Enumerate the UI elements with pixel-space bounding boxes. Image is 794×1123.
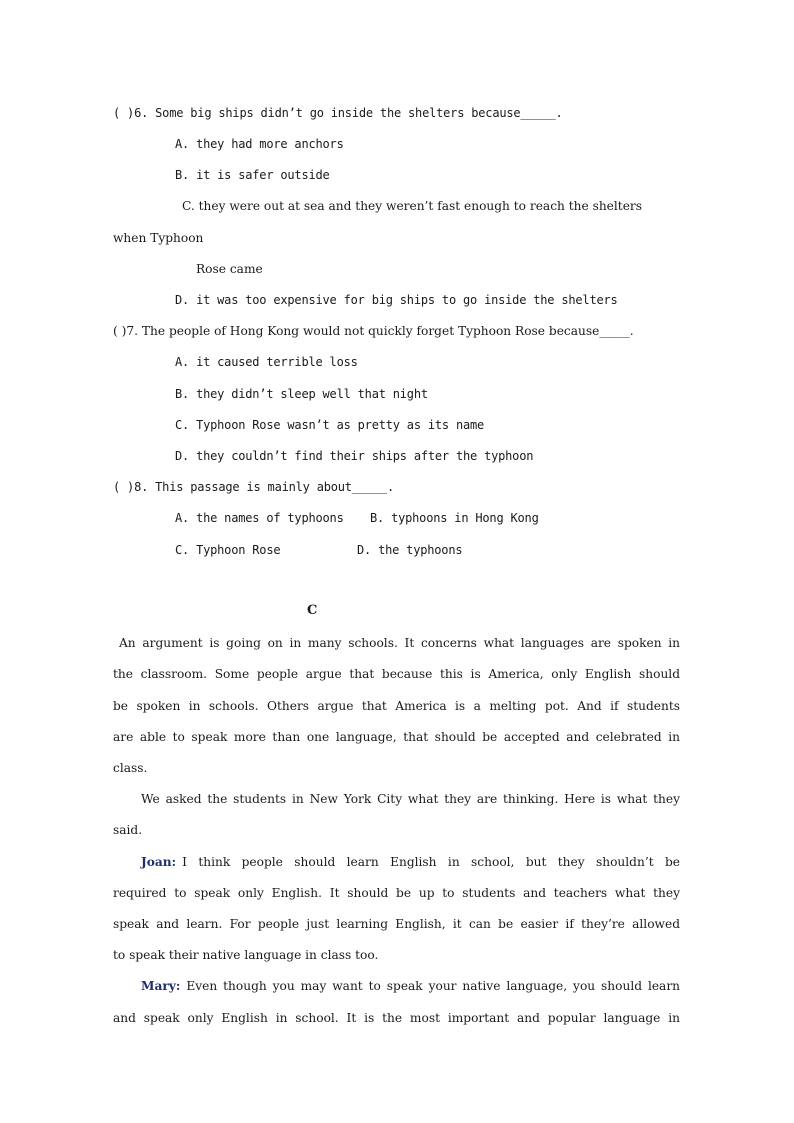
question-8-option-a: A. the names of typhoons: [175, 511, 344, 525]
question-6-option-b: B. it is safer outside: [175, 168, 330, 182]
speaker-name-mary: Mary:: [141, 979, 181, 993]
joan-text-line: required to speak only English. It should be up to students and teachers what they: [113, 886, 680, 900]
question-8-stem: ( )8. This passage is mainly about_____.: [113, 480, 394, 494]
question-7-stem: ( )7. The people of Hong Kong would not quickly forget Typhoon Rose because_____.: [113, 324, 634, 338]
question-7-option-d: D. they couldn’t find their ships after the typhoon: [175, 449, 534, 463]
paragraph-1-line: the classroom. Some people argue that because this is America, only English should: [113, 667, 680, 681]
question-6-option-a: A. they had more anchors: [175, 137, 344, 151]
paragraph-1-line: be spoken in schools. Others argue that America is a melting pot. And if students: [113, 699, 680, 713]
mary-line-1: [141, 979, 680, 993]
question-7-option-a: A. it caused terrible loss: [175, 355, 358, 369]
question-6-option-c-line3: Rose came: [196, 262, 263, 276]
mary-text-line: and speak only English in school. It is the most important and popular language in: [113, 1011, 680, 1025]
paragraph-1-line: An argument is going on in many schools. It concerns what languages are spoken in: [119, 636, 680, 650]
paragraph-1-line: are able to speak more than one language, that should be accepted and celebrated in: [113, 730, 680, 744]
paragraph-2-line: We asked the students in New York City what they are thinking. Here is what they: [141, 792, 680, 806]
mary-text: Even though you may want to speak your native language, you should learn: [186, 979, 680, 993]
paragraph-1-line: class.: [113, 761, 148, 775]
passage-heading: C: [307, 603, 318, 618]
question-8-option-d: D. the typhoons: [357, 543, 463, 557]
joan-text-line: speak and learn. For people just learning English, it can be easier if they’re allowed: [113, 917, 680, 931]
joan-text: I think people should learn English in school, but they shouldn’t be: [182, 855, 680, 869]
question-8-option-b: B. typhoons in Hong Kong: [370, 511, 539, 525]
speaker-name-joan: Joan:: [141, 855, 177, 869]
question-6-option-d: D. it was too expensive for big ships to go inside the shelters: [175, 293, 618, 307]
paragraph-2-line: said.: [113, 823, 143, 837]
question-7-option-c: C. Typhoon Rose wasn’t as pretty as its name: [175, 418, 485, 432]
question-6-option-c-line1: C. they were out at sea and they weren’t fast enough to reach the shelters: [182, 199, 642, 213]
question-6-option-c-line2: when Typhoon: [113, 231, 204, 245]
joan-text-line: to speak their native language in class too.: [113, 948, 379, 962]
question-6-stem: ( )6. Some big ships didn’t go inside the shelters because_____.: [113, 106, 563, 120]
question-8-option-c: C. Typhoon Rose: [175, 543, 281, 557]
joan-line-1: [141, 855, 680, 869]
question-7-option-b: B. they didn’t sleep well that night: [175, 387, 428, 401]
